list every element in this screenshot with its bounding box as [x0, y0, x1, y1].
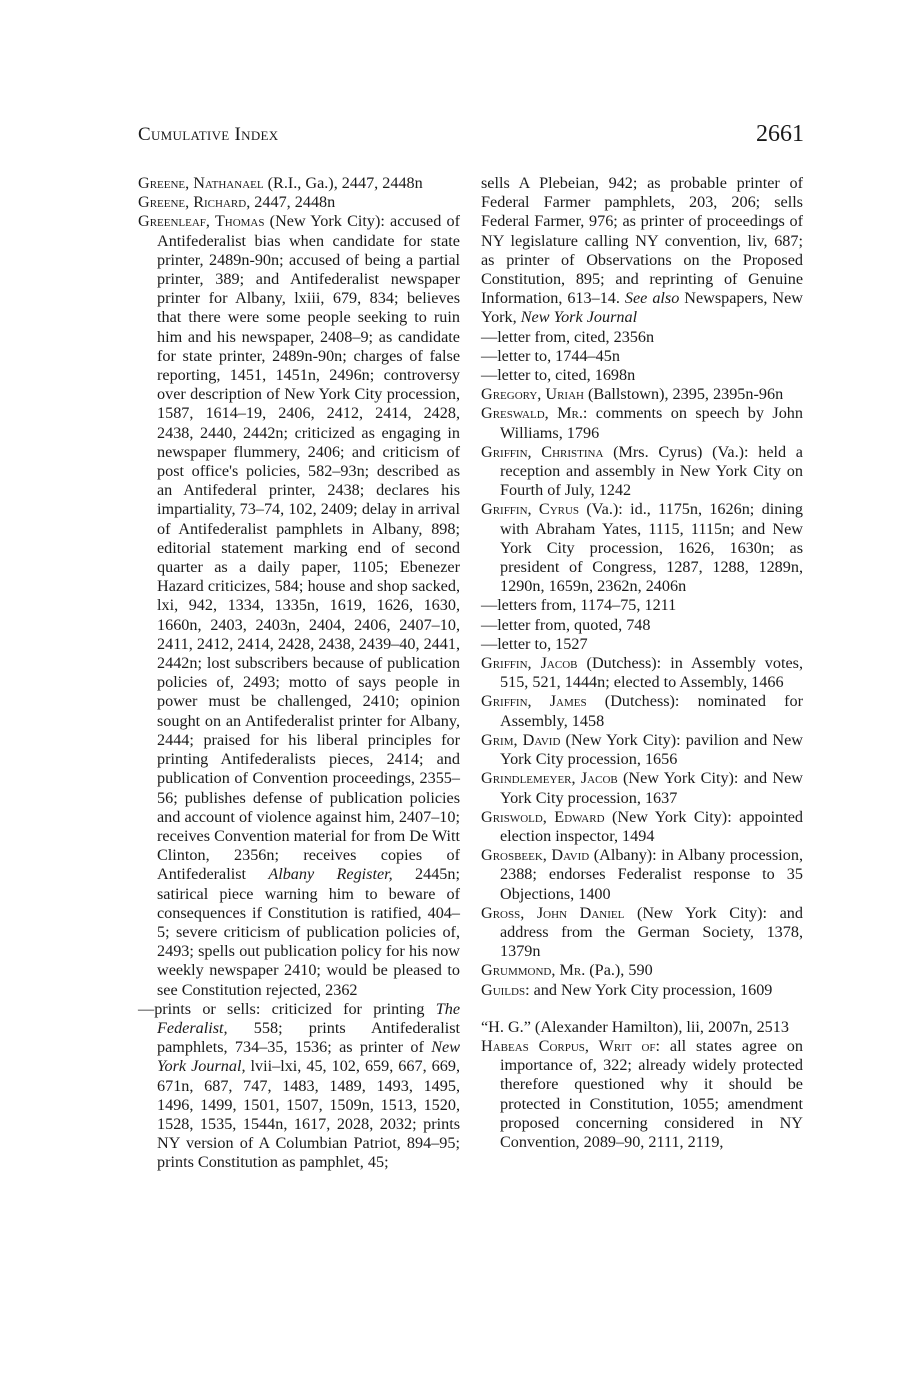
entry-text: —prints or sells: criticized for printing — [138, 999, 436, 1018]
index-entry — [481, 404, 803, 442]
index-entry — [481, 1018, 803, 1037]
entry-italic-text: New York Journal — [520, 308, 638, 327]
entry-headword: Gross, John Daniel — [481, 903, 625, 922]
entry-text: (Dutchess): nominated for Assembly, 1458 — [500, 692, 803, 730]
running-head — [138, 121, 804, 150]
entry-headword: Gregory, Uriah — [481, 385, 584, 404]
index-entry — [481, 769, 803, 807]
entry-text: : and New York City procession, 1609 — [525, 980, 773, 999]
index-entry — [481, 731, 803, 769]
entry-text: (Ballstown), 2395, 2395n-96n — [583, 385, 784, 404]
entry-headword: Grummond, Mr. — [481, 961, 586, 980]
index-entry — [481, 808, 803, 846]
index-entry-continuation — [481, 174, 803, 328]
entry-headword: Griffin, Christina — [481, 442, 604, 461]
index-subentry — [481, 596, 803, 615]
entry-headword: Greenleaf, Thomas — [138, 212, 265, 231]
entry-text: : all states agree on importance of, 322; already widely protected therefore questioned why it should be protected in Constitution, 1055; amendment proposed concerning considered in NY Convention, 2089–90, 2111, 2119, — [500, 1036, 803, 1151]
entry-headword: Grosbeek, David — [481, 846, 590, 865]
index-entry — [481, 500, 803, 596]
index-subentry — [481, 616, 803, 635]
index-column-right — [481, 174, 803, 1152]
index-entry — [138, 174, 460, 193]
index-entry — [481, 385, 803, 404]
entry-headword: Greene, Nathanael — [138, 174, 264, 192]
entry-headword: Griswold, Edward — [481, 807, 605, 826]
entry-headword: Griffin, Cyrus — [481, 500, 580, 519]
entry-text: (Albany): in Albany procession, 2388; endorses Federalist response to 35 Objections, 1400 — [500, 846, 803, 903]
entry-italic-text: Albany Register, — [268, 865, 393, 884]
index-entry — [138, 193, 460, 212]
entry-text: 2445n; satirical piece warning him to beware of consequences if Constitution is ratified, 404–5; severe criticism of publication policies of, 2493; spells out publication policy for his now weekly newspaper 2410; would be pleased to see Constitution rejected, 2362 — [157, 865, 460, 999]
index-subentry — [481, 328, 803, 347]
entry-text: , 2447, 2448n — [246, 193, 336, 212]
index-entry — [481, 846, 803, 904]
entry-text: sells A Plebeian, 942; as probable printer of Federal Farmer pamphlets, 203, 206; sells Federal Farmer, 976; as printer of proceedings of NY legislature calling NY convention, liv, 687; as printer of Observations on the Proposed Constitution, 895; and reprinting of Genuine Information, 613–14. — [481, 174, 803, 308]
entry-text: 558; prints Antifederalist pamphlets, 734–35, 1536; as printer of — [157, 1018, 460, 1057]
index-entry — [481, 981, 803, 1000]
entry-italic-text: The Federalist, — [157, 999, 460, 1037]
entry-text: (Pa.), 590 — [585, 961, 653, 980]
entry-text: —letter from, quoted, 748 — [481, 615, 651, 634]
index-entry — [138, 212, 460, 999]
entry-headword: Griffin, James — [481, 692, 587, 711]
index-entry — [481, 961, 803, 980]
entry-text: (R.I., Ga.), 2447, 2448n — [263, 174, 423, 192]
page-number: 2661 — [756, 121, 804, 147]
entry-headword: Griffin, Jacob — [481, 654, 578, 673]
entry-headword: Guilds — [481, 980, 526, 999]
entry-headword: Greene, Richard — [138, 193, 247, 212]
index-subentry — [138, 1000, 460, 1173]
index-subentry — [481, 366, 803, 385]
entry-text: (New York City): pavilion and New York City procession, 1656 — [500, 730, 803, 769]
entry-headword: Grim, David — [481, 730, 561, 749]
index-entry — [481, 654, 803, 692]
entry-text: lvii–lxi, 45, 102, 659, 667, 669, 671n, 687, 747, 1483, 1489, 1493, 1495, 1496, 1499, 1501, 1507, 1509n, 1513, 1520, 1528, 1535, 1544n, 1617, 2028, 2032; prints NY version of A Columbian Patriot, 894–95; prints Constitution as pamphlet, 45; — [157, 1057, 460, 1172]
entry-text: (New York City): and address from the German Society, 1378, 1379n — [500, 903, 803, 961]
entry-text: (Dutchess): in Assembly votes, 515, 521, 1444n; elected to Assembly, 1466 — [500, 654, 803, 692]
entry-text: —letter from, cited, 2356n — [481, 327, 655, 346]
entry-text: “H. G.” (Alexander Hamilton), lii, 2007n, 2513 — [481, 1017, 789, 1036]
index-entry — [481, 904, 803, 962]
entry-text: : comments on speech by John Williams, 1796 — [500, 404, 803, 442]
entry-text: (Mrs. Cyrus) (Va.): held a reception and assembly in New York City on Fourth of July, 1242 — [500, 442, 803, 500]
index-entry — [481, 692, 803, 730]
entry-italic-text: New York Journal, — [157, 1038, 460, 1076]
entry-text: (New York City): accused of Antifederalist bias when candidate for state printer, 2489n-90n; accused of being a partial printer, 389; and Antifederalist newspaper printer for Albany, lxiii, 679, 834; believes that there were some people seeking to ruin him and his newspaper, 2408–9; as candidate for state printer, 2489n-90n; charges of false reporting, 1451, 1451n, 2496n; controversy over description of New York City procession, 1587, 1614–19, 2406, 2412, 2414, 2428, 2438, 2440, 2442n; criticized as engaging in newspaper flummery, 2406; and criticism of post office's policies, 582–93n; described as an Antifederal printer, 2438; declares his impartiality, 73–74, 102, 2409; delay in arrival of Antifederalist pamphlets in Albany, 898; editorial statement marking end of second quarter as a daily paper, 1105; Ebenezer Hazard criticizes, 584; house and shop sacked, lxi, 942, 1334, 1335n, 1619, 1626, 1630, 1660n, 2403, 2403n, 2404, 2406, 2407–10, 2411, 2412, 2414, 2428, 2438, 2439–40, 2441, 2442n; lost subscribers because of publication policies of, 2493; motto of says people in power must be challenged, 2410; opinion sought on an Antifederalist printer for Albany, 2444; praised for his liberal principles for printing Antifederalists pieces, 2414; and publication of Convention proceedings, 2355–56; publishes defense of publication policies and account of violence against him, 2407–10; receives Convention material for from De Witt Clinton, 2356n; receives copies of Antifederalist — [157, 212, 460, 884]
entry-headword: Habeas Corpus, Writ of — [481, 1036, 656, 1055]
entry-text: (Va.): id., 1175n, 1626n; dining with Abraham Yates, 1115, 1115n; and New York City procession, 1626, 1630n; as president of Congress, 1287, 1288, 1289n, 1290n, 1659n, 2362n, 2406n — [500, 500, 804, 596]
index-entry — [481, 443, 803, 501]
entry-headword: Grindlemeyer, Jacob — [481, 769, 618, 788]
entry-text: —letter to, 1527 — [481, 634, 588, 653]
index-subentry — [481, 347, 803, 366]
entry-text: (New York City): appointed election inspector, 1494 — [500, 807, 803, 845]
entry-headword: Greswald, Mr. — [481, 404, 583, 423]
running-head-title: Cumulative Index — [138, 124, 279, 145]
index-entry — [481, 1037, 803, 1152]
entry-text: —letters from, 1174–75, 1211 — [481, 596, 677, 615]
entry-text: —letter to, cited, 1698n — [481, 366, 636, 385]
entry-text: —letter to, 1744–45n — [481, 346, 620, 365]
index-column-left — [138, 174, 460, 1173]
entry-italic-text: See also — [624, 289, 680, 308]
entry-text: Newspapers, New York, — [481, 289, 803, 327]
index-subentry — [481, 635, 803, 654]
entry-text: (New York City): and New York City procession, 1637 — [500, 769, 803, 807]
